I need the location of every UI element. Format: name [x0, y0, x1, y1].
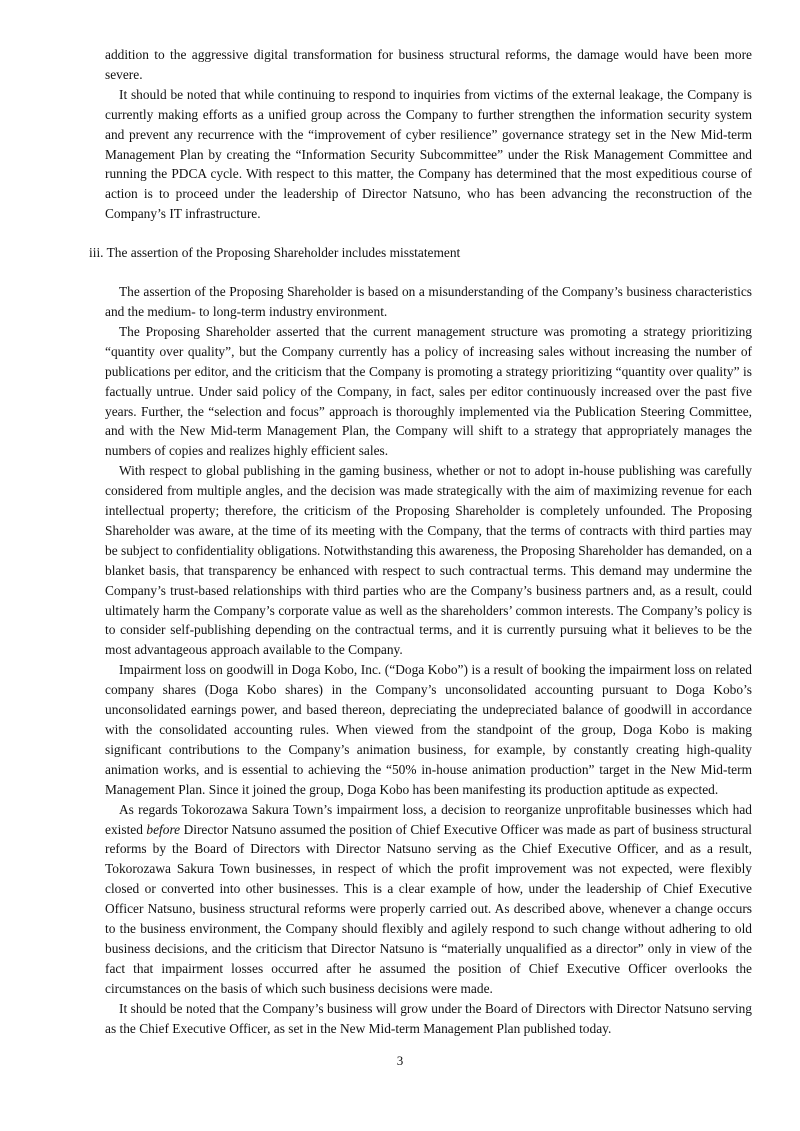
section-heading-iii: iii. The assertion of the Proposing Shareholder includes misstatement [89, 245, 461, 261]
paragraph-tokorozawa-sakura-town [105, 800, 752, 999]
page-number: 3 [396, 1053, 404, 1068]
paragraph-quantity-over-quality: The Proposing Shareholder asserted that the current management structure was promoting a strategy prioritizing “quantity over quality”, but the Company currently has a policy of increasing sales without increasing the number of publications per editor, and the criticism that the Company is promoting a strategy prioritizing “quantity over quality” is factually untrue. Under said policy of the Company, in fact, sales per editor continuously increased over the past five years. Further, the “selection and focus” approach is thoroughly implemented via the Publication Steering Committee, and with the New Mid-term Management Plan, the Company will shift to a strategy that appropriately manages the numbers of copies and realizes highly efficient sales. [105, 323, 752, 459]
paragraph-continuation: addition to the aggressive digital transformation for business structural reforms, the damage would have been more severe. [105, 47, 752, 82]
paragraph-global-publishing: With respect to global publishing in the gaming business, whether or not to adopt in-house publishing was carefully considered from multiple angles, and the decision was made strategically with the aim of maximizing revenue for each intellectual property; therefore, the criticism of the Proposing Shareholder is completely unfounded. The Proposing Shareholder was aware, at the time of its meeting with the Company, that the terms of contracts with third parties may be subject to confidentiality obligations. Notwithstanding this awareness, the Proposing Shareholder has demanded, on a blanket basis, that transparency be enhanced with respect to such contractual terms. This demand may undermine the Company’s trust-based relationships with third parties who are the Company’s business partners and, as a result, could ultimately harm the Company’s corporate value as well as the shareholders’ common interests. The Company’s policy is to consider self-publishing depending on the contractual terms, and it is currently pursuing what it believes to be the most advantageous approach available to the Company. [105, 463, 752, 658]
paragraph-text-part: Director Natsuno assumed the position of Chief Executive Officer was made as part of business structural reforms by the Board of Directors with Director Natsuno serving as the Chief Executive Officer, and as a result, Tokorozawa Sakura Town businesses, in respect of which the profit improvement was not expected, were flexibly closed or converted into other businesses. This is a clear example of how, under the leadership of Chief Executive Officer Natsuno, business structural reforms were properly carried out. As described above, whenever a change occurs to the business environment, the Company should flexibly and agilely respond to such change without adhering to old business decisions, and the criticism that Director Natsuno is “materially unqualified as a director” only in view of the fact that impairment losses occurred after he assumed the position of Chief Executive Officer overlooks the circumstances on the basis of which such business decisions were made. [105, 821, 753, 996]
paragraph-text-part: As regards Tokorozawa Sakura Town’s impairment loss, a decision to reorganize unprofitable businesses which had existed [105, 801, 752, 837]
paragraph-misunderstanding: The assertion of the Proposing Shareholder is based on a misunderstanding of the Company’s business characteristics and the medium- to long-term industry environment. [105, 284, 752, 319]
emphasis-before: before [146, 821, 181, 837]
paragraph-doga-kobo: Impairment loss on goodwill in Doga Kobo, Inc. (“Doga Kobo”) is a result of booking the impairment loss on related company shares (Doga Kobo shares) in the Company’s unconsolidated accounting pursuant to Doga Kobo’s unconsolidated earnings power, and based thereon, depreciating the undepreciated balance of goodwill in accordance with the consolidated accounting rules. When viewed from the standpoint of the group, Doga Kobo is making significant contributions to the Company’s animation business, for example, by constantly creating high-quality animation works, and is essential to achieving the “50% in-house animation production” target in the New Mid-term Management Plan. Since it joined the group, Doga Kobo has been manifesting its production aptitude as expected. [105, 662, 752, 797]
paragraph-business-growth: It should be noted that the Company’s business will grow under the Board of Directors with Director Natsuno serving as the Chief Executive Officer, as set in the New Mid-term Management Plan published today. [105, 1000, 752, 1036]
paragraph-information-security: It should be noted that while continuing to respond to inquiries from victims of the external leakage, the Company is currently making efforts as a unified group across the Company to further strengthen the information security system and prevent any recurrence with the “improvement of cyber resilience” governance strategy set in the New Mid-term Management Plan by creating the “Information Security Subcommittee” under the Risk Management Committee and running the PDCA cycle. With respect to this matter, the Company has determined that the most expeditious course of action is to proceed under the leadership of Director Natsuno, who has been advancing the reconstruction of the Company’s IT infrastructure. [105, 86, 752, 222]
